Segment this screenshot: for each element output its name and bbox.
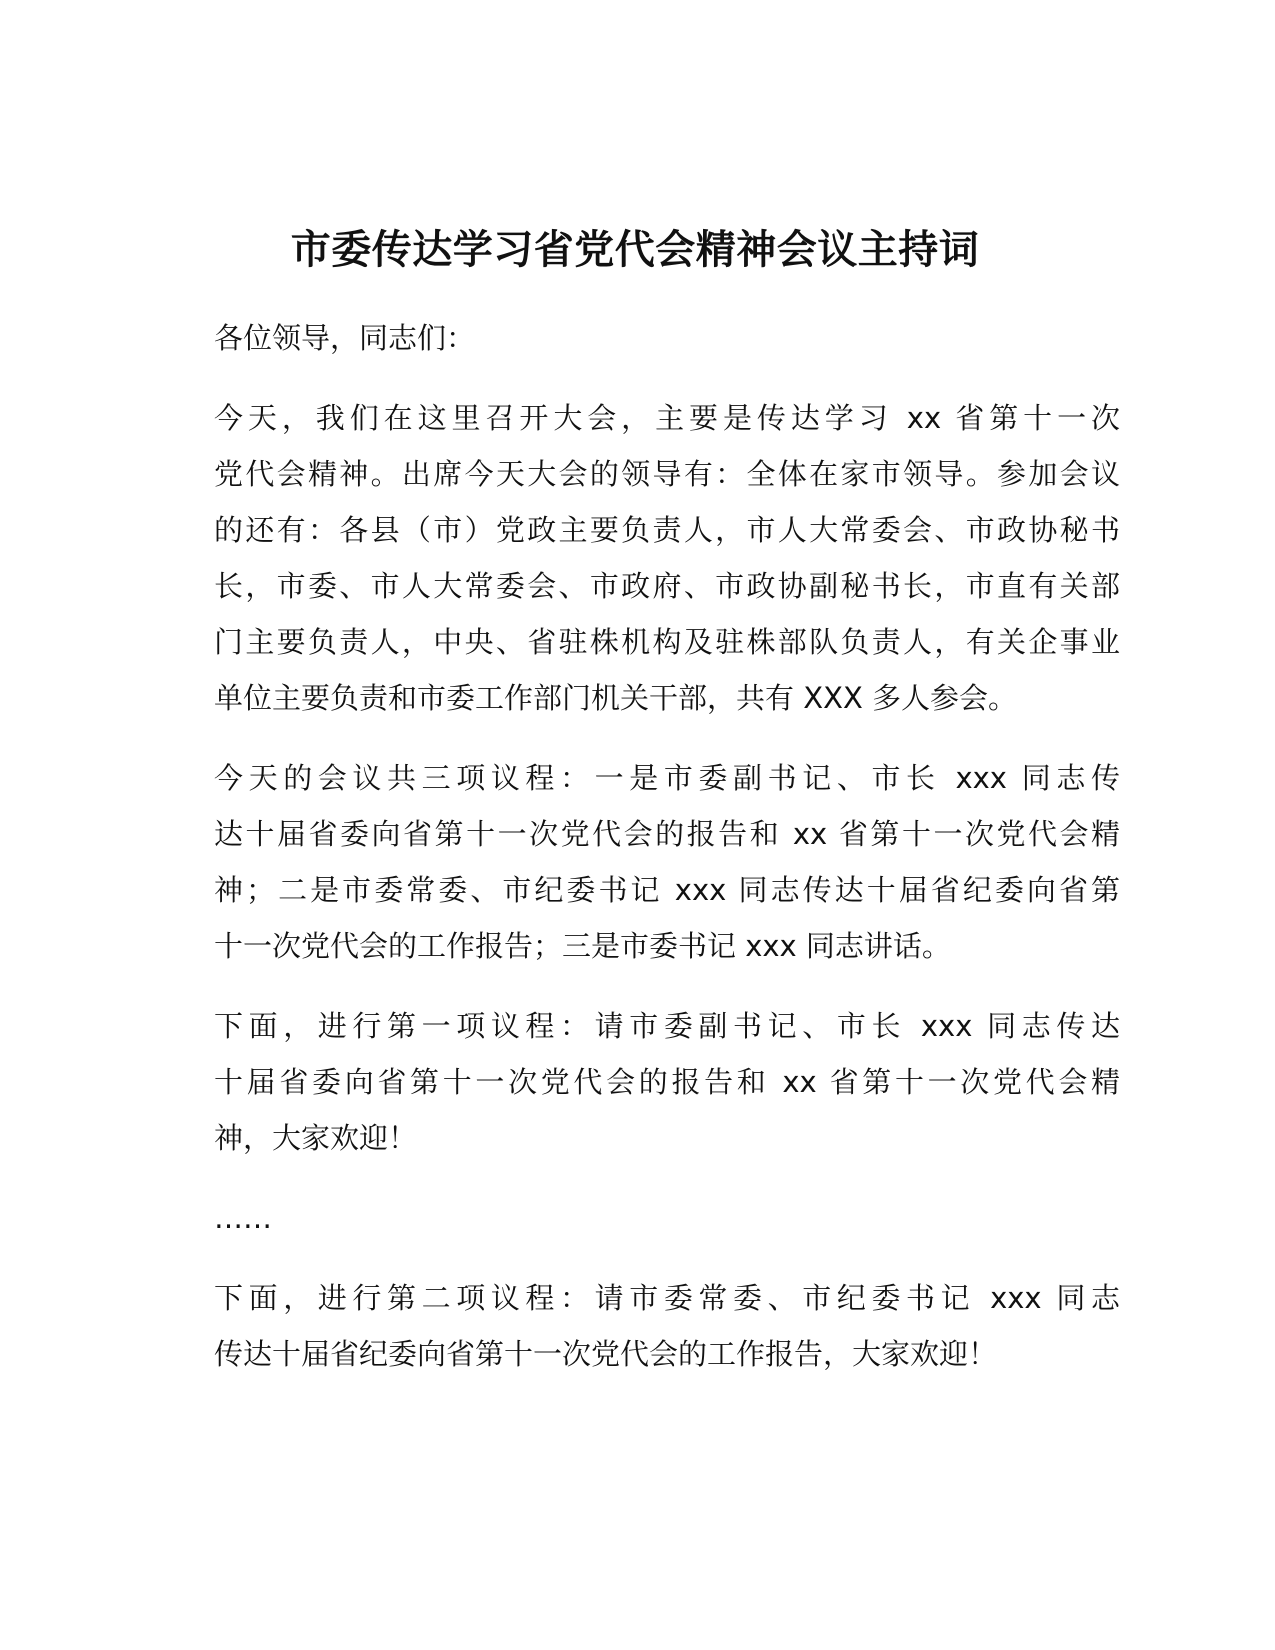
paragraph-line: 十一次党代会的工作报告；三是市委书记 xxx 同志讲话。 [214,929,951,963]
paragraph-line: 单位主要负责和市委工作部门机关干部，共有 XXX 多人参会。 [214,681,1018,715]
opening-paragraph [150,390,1120,726]
paragraph-line: 达十届省委向省第十一次党代会的报告和 xx 省第十一次党代会精 [214,817,1120,851]
second-item-paragraph [150,1270,1120,1382]
paragraph-line: …… [214,1201,272,1235]
paragraph-line: 各位领导，同志们： [214,321,476,355]
agenda-paragraph [150,750,1120,974]
ellipsis-paragraph [150,1190,1120,1246]
paragraph-line: 传达十届省纪委向省第十一次党代会的工作报告，大家欢迎！ [214,1337,998,1371]
paragraph-line: 长，市委、市人大常委会、市政府、市政协副秘书长，市直有关部 [214,569,1120,603]
greeting-paragraph [150,310,1120,366]
paragraph-line: 党代会精神。出席今天大会的领导有：全体在家市领导。参加会议 [214,457,1120,491]
document-body [150,310,1120,1406]
paragraph-line: 今天，我们在这里召开大会，主要是传达学习 xx 省第十一次 [214,401,1120,435]
paragraph-line: 十届省委向省第十一次党代会的报告和 xx 省第十一次党代会精 [214,1065,1120,1099]
paragraph-line: 的还有：各县（市）党政主要负责人，市人大常委会、市政协秘书 [214,513,1120,547]
paragraph-line: 神，大家欢迎！ [214,1121,418,1155]
paragraph-line: 门主要负责人，中央、省驻株机构及驻株部队负责人，有关企事业 [214,625,1120,659]
first-item-paragraph [150,998,1120,1166]
paragraph-line: 今天的会议共三项议程：一是市委副书记、市长 xxx 同志传 [214,761,1120,795]
paragraph-line: 下面，进行第一项议程：请市委副书记、市长 xxx 同志传达 [214,1009,1120,1043]
document-title: 市委传达学习省党代会精神会议主持词 [290,227,980,273]
paragraph-line: 下面，进行第二项议程：请市委常委、市纪委书记 xxx 同志 [214,1281,1120,1315]
paragraph-line: 神；二是市委常委、市纪委书记 xxx 同志传达十届省纪委向省第 [214,873,1120,907]
